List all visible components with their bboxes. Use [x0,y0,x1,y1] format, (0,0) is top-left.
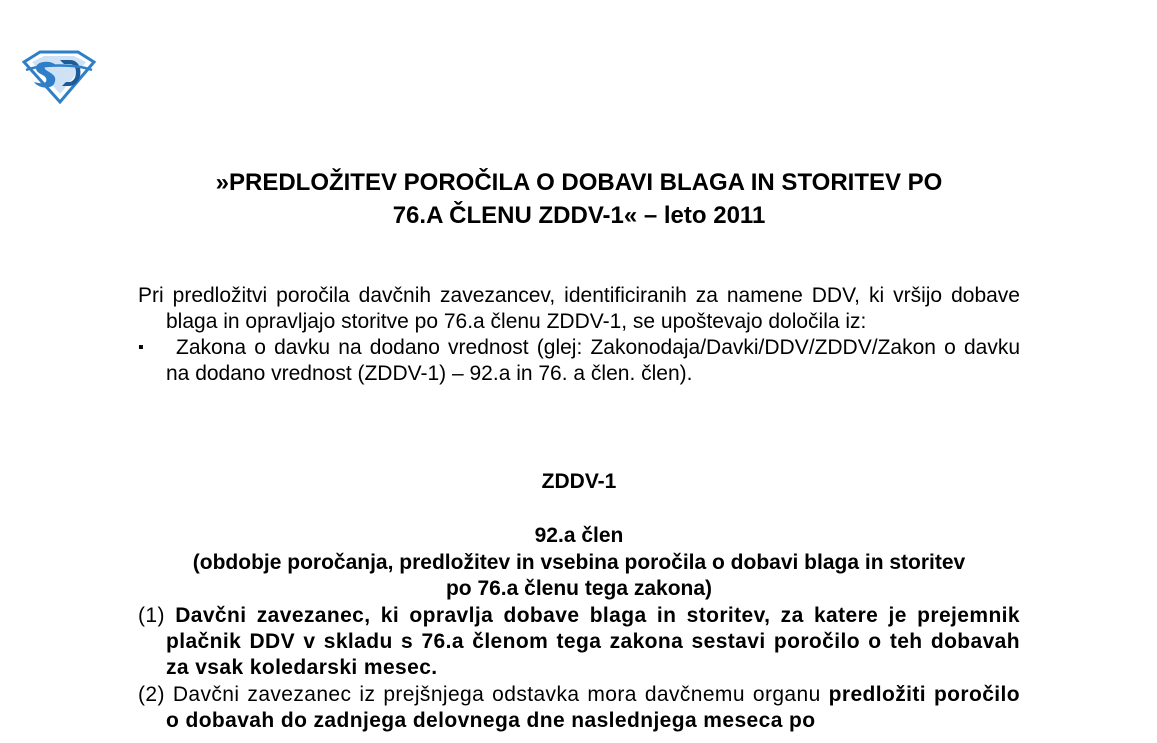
law-name-heading: ZDDV-1 [541,470,617,493]
list-item [138,335,1020,387]
title-line-2: 76.A ČLENU ZDDV-1« – leto 2011 [392,202,766,229]
paragraph-1 [138,603,1020,681]
intro-section [138,283,1020,387]
article-paragraphs [138,603,1020,735]
paragraph-2 [138,682,1020,734]
paragraph-2-text-normal: Davčni zavezanec iz prejšnjega odstavka mora davčnemu organu [172,683,821,706]
document-title [138,166,1020,232]
paragraph-2-number: (2) [138,683,165,706]
logo-shield-icon [22,48,96,104]
paragraph-1-number: (1) [138,604,165,627]
article-subtitle [138,550,1020,602]
title-line-1: »PREDLOŽITEV POROČILA O DOBAVI BLAGA IN STORITEV PO [215,169,943,196]
article-subtitle-line-2: po 76.a členu tega zakona) [445,577,713,600]
paragraph-1-text: Davčni zavezanec, ki opravlja dobave blaga in storitev, za katere je prejemnik plačnik DDV v skladu s 76.a členom tega zakona sestavi poročilo o teh dobavah za vsak koledarski mesec. [166,604,1020,679]
paragraph-2-text-bold: predložiti poročilo o dobavah do zadnjega delovnega dne naslednjega meseca po [166,683,1020,732]
article-subtitle-line-1: (obdobje poročanja, predložitev in vsebina poročila o dobavi blaga in storitev [192,551,966,574]
article-heading: 92.a člen [534,524,624,547]
square-bullet-icon: ▪ [138,339,144,356]
bullet-text: Zakona o davku na dodano vrednost (glej: Zakonodaja/Davki/DDV/ZDDV/Zakon o davku na dodano vrednost (ZDDV-1) – 92.a in 76. a člen. člen). [166,336,1020,385]
company-logo [22,48,96,104]
intro-paragraph: Pri predložitvi poročila davčnih zavezancev, identificiranih za namene DDV, ki vršijo dobave blaga in opravljajo storitve po 76.a členu ZDDV-1, se upoštevajo določila iz: [138,284,1020,333]
